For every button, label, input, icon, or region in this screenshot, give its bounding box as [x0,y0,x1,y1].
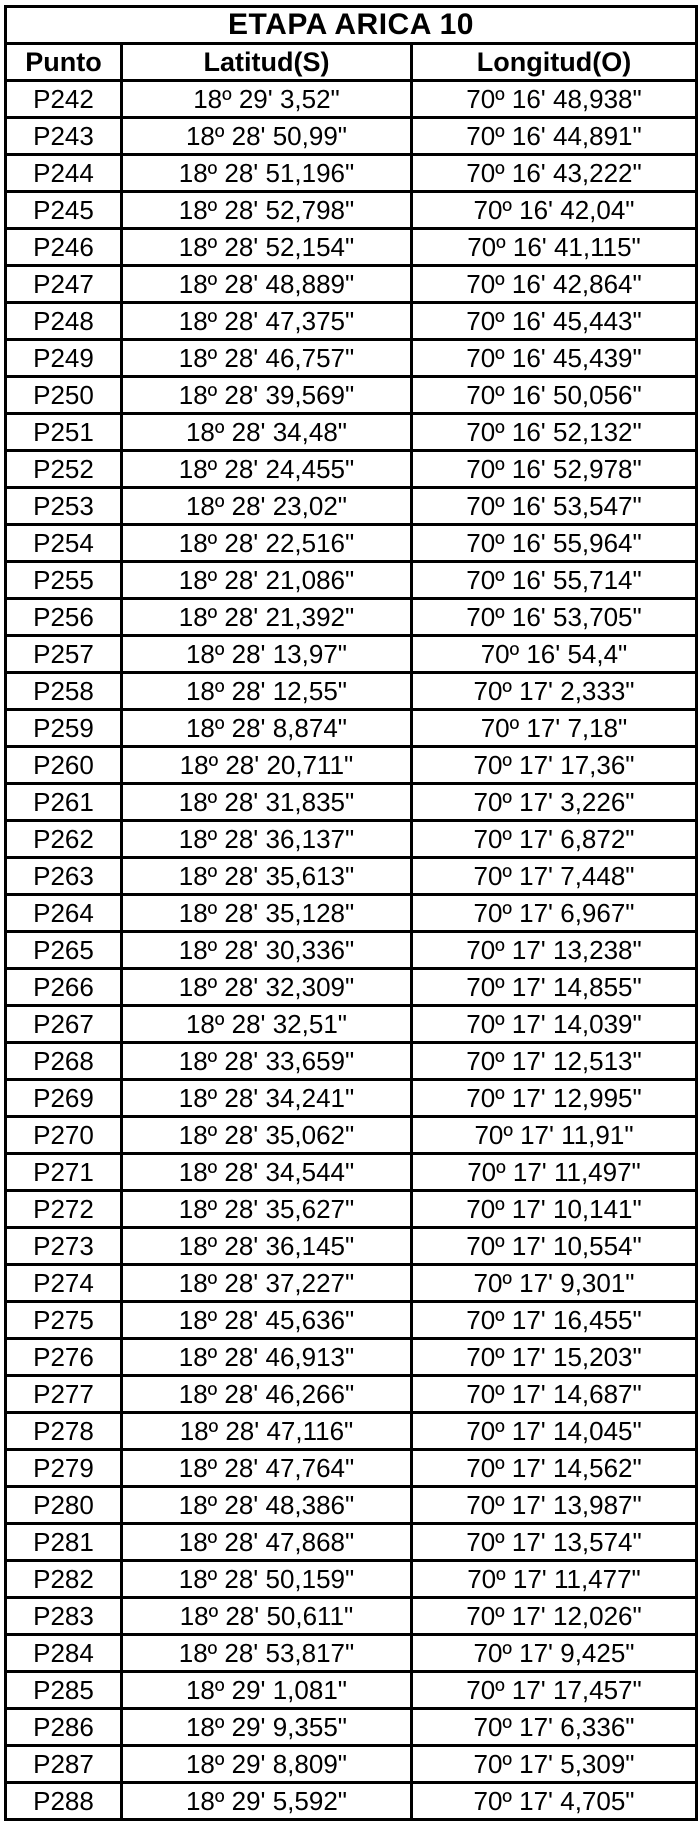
latitud-cell: 18º 28' 52,154" [122,229,412,266]
punto-cell: P279 [6,1450,122,1487]
latitud-cell: 18º 28' 12,55" [122,673,412,710]
longitud-cell: 70º 16' 42,864" [412,266,697,303]
longitud-cell: 70º 17' 17,457" [412,1672,697,1709]
longitud-cell: 70º 16' 43,222" [412,155,697,192]
table-row [6,118,697,155]
latitud-cell: 18º 28' 51,196" [122,155,412,192]
longitud-cell: 70º 17' 14,855" [412,969,697,1006]
longitud-cell: 70º 17' 10,141" [412,1191,697,1228]
latitud-cell: 18º 28' 36,145" [122,1228,412,1265]
table-title: ETAPA ARICA 10 [6,7,697,44]
longitud-cell: 70º 17' 5,309" [412,1746,697,1783]
punto-cell: P288 [6,1783,122,1820]
longitud-cell: 70º 17' 2,333" [412,673,697,710]
table-row [6,1413,697,1450]
table-row [6,451,697,488]
latitud-cell: 18º 28' 22,516" [122,525,412,562]
latitud-cell: 18º 28' 50,99" [122,118,412,155]
latitud-cell: 18º 28' 37,227" [122,1265,412,1302]
punto-cell: P269 [6,1080,122,1117]
longitud-cell: 70º 17' 13,987" [412,1487,697,1524]
table-row [6,1635,697,1672]
longitud-cell: 70º 16' 52,978" [412,451,697,488]
punto-cell: P263 [6,858,122,895]
longitud-cell: 70º 16' 55,714" [412,562,697,599]
punto-cell: P251 [6,414,122,451]
longitud-cell: 70º 17' 11,497" [412,1154,697,1191]
table-row [6,599,697,636]
table-row [6,155,697,192]
longitud-cell: 70º 17' 6,336" [412,1709,697,1746]
punto-cell: P259 [6,710,122,747]
longitud-cell: 70º 17' 12,513" [412,1043,697,1080]
latitud-cell: 18º 28' 48,386" [122,1487,412,1524]
longitud-cell: 70º 17' 11,477" [412,1561,697,1598]
table-body [6,81,697,1820]
punto-cell: P257 [6,636,122,673]
punto-cell: P247 [6,266,122,303]
punto-cell: P278 [6,1413,122,1450]
longitud-cell: 70º 16' 55,964" [412,525,697,562]
table-row [6,377,697,414]
punto-cell: P254 [6,525,122,562]
latitud-cell: 18º 28' 24,455" [122,451,412,488]
latitud-cell: 18º 28' 35,613" [122,858,412,895]
latitud-cell: 18º 28' 34,241" [122,1080,412,1117]
latitud-cell: 18º 28' 21,086" [122,562,412,599]
latitud-cell: 18º 28' 34,544" [122,1154,412,1191]
punto-cell: P285 [6,1672,122,1709]
longitud-cell: 70º 17' 9,425" [412,1635,697,1672]
longitud-cell: 70º 16' 42,04" [412,192,697,229]
table-row [6,1228,697,1265]
punto-cell: P281 [6,1524,122,1561]
table-row [6,1265,697,1302]
latitud-cell: 18º 29' 3,52" [122,81,412,118]
longitud-cell: 70º 16' 50,056" [412,377,697,414]
table-row [6,303,697,340]
column-header-latitud: Latitud(S) [122,44,412,81]
punto-cell: P284 [6,1635,122,1672]
latitud-cell: 18º 28' 33,659" [122,1043,412,1080]
punto-cell: P246 [6,229,122,266]
table-row [6,895,697,932]
longitud-cell: 70º 16' 52,132" [412,414,697,451]
latitud-cell: 18º 29' 1,081" [122,1672,412,1709]
punto-cell: P244 [6,155,122,192]
table-row [6,1117,697,1154]
latitud-cell: 18º 28' 13,97" [122,636,412,673]
table-row [6,1450,697,1487]
punto-cell: P242 [6,81,122,118]
longitud-cell: 70º 17' 11,91" [412,1117,697,1154]
longitud-cell: 70º 16' 53,705" [412,599,697,636]
longitud-cell: 70º 16' 45,443" [412,303,697,340]
latitud-cell: 18º 28' 23,02" [122,488,412,525]
table-row [6,488,697,525]
latitud-cell: 18º 28' 30,336" [122,932,412,969]
table-row [6,1487,697,1524]
table-row [6,1302,697,1339]
punto-cell: P267 [6,1006,122,1043]
punto-cell: P261 [6,784,122,821]
longitud-cell: 70º 17' 16,455" [412,1302,697,1339]
punto-cell: P280 [6,1487,122,1524]
punto-cell: P249 [6,340,122,377]
punto-cell: P255 [6,562,122,599]
latitud-cell: 18º 28' 36,137" [122,821,412,858]
column-header-longitud: Longitud(O) [412,44,697,81]
header-row [6,44,697,81]
table-row [6,414,697,451]
punto-cell: P283 [6,1598,122,1635]
punto-cell: P262 [6,821,122,858]
table-row [6,1339,697,1376]
longitud-cell: 70º 16' 48,938" [412,81,697,118]
longitud-cell: 70º 17' 14,562" [412,1450,697,1487]
table-row [6,1524,697,1561]
latitud-cell: 18º 28' 50,611" [122,1598,412,1635]
latitud-cell: 18º 28' 21,392" [122,599,412,636]
table-row [6,1006,697,1043]
latitud-cell: 18º 28' 47,868" [122,1524,412,1561]
latitud-cell: 18º 28' 46,266" [122,1376,412,1413]
latitud-cell: 18º 28' 50,159" [122,1561,412,1598]
punto-cell: P282 [6,1561,122,1598]
longitud-cell: 70º 17' 15,203" [412,1339,697,1376]
table-row [6,1746,697,1783]
table-row [6,1154,697,1191]
column-header-punto: Punto [6,44,122,81]
punto-cell: P268 [6,1043,122,1080]
table-row [6,636,697,673]
table-row [6,673,697,710]
latitud-cell: 18º 28' 32,309" [122,969,412,1006]
table-row [6,1783,697,1820]
punto-cell: P286 [6,1709,122,1746]
punto-cell: P287 [6,1746,122,1783]
punto-cell: P275 [6,1302,122,1339]
punto-cell: P245 [6,192,122,229]
latitud-cell: 18º 28' 46,913" [122,1339,412,1376]
punto-cell: P266 [6,969,122,1006]
punto-cell: P256 [6,599,122,636]
latitud-cell: 18º 28' 35,627" [122,1191,412,1228]
longitud-cell: 70º 17' 6,967" [412,895,697,932]
coordinates-table [4,5,698,1821]
punto-cell: P273 [6,1228,122,1265]
latitud-cell: 18º 28' 53,817" [122,1635,412,1672]
latitud-cell: 18º 28' 35,062" [122,1117,412,1154]
punto-cell: P271 [6,1154,122,1191]
punto-cell: P270 [6,1117,122,1154]
table-row [6,1376,697,1413]
table-row [6,1561,697,1598]
punto-cell: P252 [6,451,122,488]
punto-cell: P250 [6,377,122,414]
latitud-cell: 18º 28' 32,51" [122,1006,412,1043]
table-row [6,81,697,118]
longitud-cell: 70º 17' 17,36" [412,747,697,784]
latitud-cell: 18º 28' 39,569" [122,377,412,414]
table-row [6,1672,697,1709]
latitud-cell: 18º 28' 46,757" [122,340,412,377]
latitud-cell: 18º 29' 5,592" [122,1783,412,1820]
table-row [6,969,697,1006]
latitud-cell: 18º 28' 35,128" [122,895,412,932]
longitud-cell: 70º 17' 6,872" [412,821,697,858]
table-row [6,858,697,895]
punto-cell: P264 [6,895,122,932]
table-row [6,1598,697,1635]
punto-cell: P253 [6,488,122,525]
punto-cell: P265 [6,932,122,969]
table-row [6,932,697,969]
longitud-cell: 70º 17' 7,448" [412,858,697,895]
table-row [6,1043,697,1080]
longitud-cell: 70º 17' 9,301" [412,1265,697,1302]
longitud-cell: 70º 17' 14,045" [412,1413,697,1450]
punto-cell: P258 [6,673,122,710]
longitud-cell: 70º 16' 53,547" [412,488,697,525]
latitud-cell: 18º 28' 20,711" [122,747,412,784]
longitud-cell: 70º 16' 44,891" [412,118,697,155]
punto-cell: P277 [6,1376,122,1413]
table-row [6,821,697,858]
longitud-cell: 70º 17' 14,687" [412,1376,697,1413]
table-row [6,340,697,377]
longitud-cell: 70º 16' 41,115" [412,229,697,266]
table-row [6,1080,697,1117]
longitud-cell: 70º 16' 45,439" [412,340,697,377]
latitud-cell: 18º 28' 47,764" [122,1450,412,1487]
longitud-cell: 70º 17' 13,574" [412,1524,697,1561]
latitud-cell: 18º 28' 8,874" [122,710,412,747]
table-row [6,229,697,266]
longitud-cell: 70º 17' 13,238" [412,932,697,969]
punto-cell: P272 [6,1191,122,1228]
table-row [6,784,697,821]
punto-cell: P276 [6,1339,122,1376]
longitud-cell: 70º 17' 3,226" [412,784,697,821]
latitud-cell: 18º 28' 47,116" [122,1413,412,1450]
punto-cell: P243 [6,118,122,155]
latitud-cell: 18º 28' 47,375" [122,303,412,340]
punto-cell: P248 [6,303,122,340]
longitud-cell: 70º 17' 7,18" [412,710,697,747]
table-row [6,192,697,229]
longitud-cell: 70º 17' 12,995" [412,1080,697,1117]
table-row [6,562,697,599]
longitud-cell: 70º 17' 12,026" [412,1598,697,1635]
latitud-cell: 18º 28' 34,48" [122,414,412,451]
table-row [6,1191,697,1228]
table-row [6,266,697,303]
punto-cell: P274 [6,1265,122,1302]
table-row [6,747,697,784]
latitud-cell: 18º 28' 31,835" [122,784,412,821]
table-row [6,525,697,562]
punto-cell: P260 [6,747,122,784]
longitud-cell: 70º 17' 14,039" [412,1006,697,1043]
latitud-cell: 18º 29' 9,355" [122,1709,412,1746]
latitud-cell: 18º 29' 8,809" [122,1746,412,1783]
longitud-cell: 70º 17' 10,554" [412,1228,697,1265]
table-row [6,1709,697,1746]
title-row [6,7,697,44]
table-row [6,710,697,747]
longitud-cell: 70º 16' 54,4" [412,636,697,673]
latitud-cell: 18º 28' 52,798" [122,192,412,229]
latitud-cell: 18º 28' 48,889" [122,266,412,303]
latitud-cell: 18º 28' 45,636" [122,1302,412,1339]
longitud-cell: 70º 17' 4,705" [412,1783,697,1820]
